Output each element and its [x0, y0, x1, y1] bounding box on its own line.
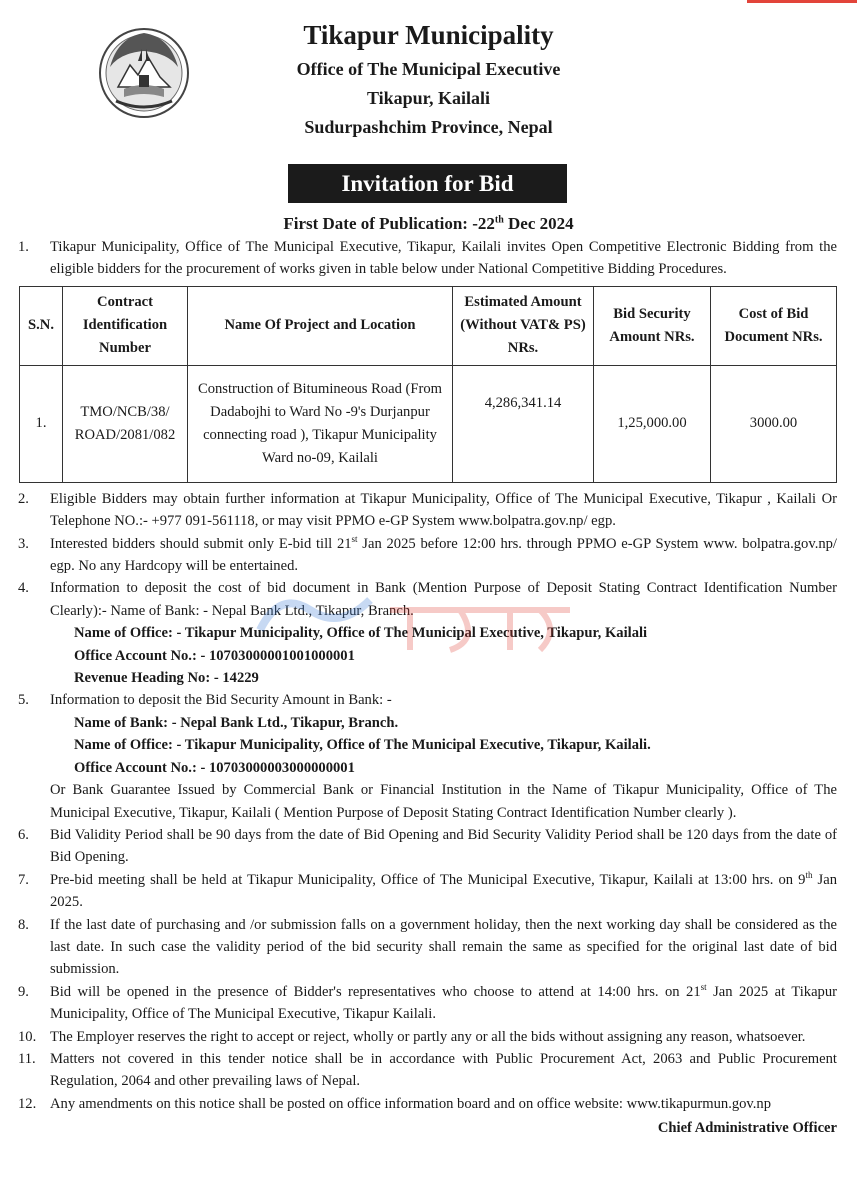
- notice-item-11: [18, 1048, 837, 1093]
- cell-bid-document-cost: 3000.00: [711, 365, 837, 482]
- office-name: Office of The Municipal Executive: [296, 59, 561, 79]
- deposit-office-name: Name of Office: - Tikapur Municipality, Office of The Municipal Executive, Tikapur, Kailali: [74, 625, 648, 642]
- item-number: 5.: [18, 692, 29, 709]
- notice-item-2: [18, 488, 837, 533]
- item-text-a: Interested bidders should submit only E-bid till 21: [50, 535, 352, 552]
- header-contract-id: Contract Identification Number: [63, 286, 188, 365]
- notice-item-7: [18, 869, 837, 914]
- bank-guarantee-text: Or Bank Guarantee Issued by Commercial Bank or Financial Institution in the Name of Tikapur Municipality, Office of The Municipal Executive, Tikapur, Kailali ( Mention Purpose of Deposit Stating Contract Identification Number clearly ).: [50, 782, 837, 821]
- publication-date-rest: Dec 2024: [503, 214, 574, 233]
- header-bid-document-cost: Cost of Bid Document NRs.: [711, 286, 837, 365]
- item-text-a: Pre-bid meeting shall be held at Tikapur Municipality, Office of The Municipal Executive, Tikapur, Kailali at 13:00 hrs. on 9: [50, 871, 806, 888]
- item-text-b: Jan 2025 at Tikapur Municipality, Office of The Municipal Executive, Tikapur Kailali.: [50, 983, 838, 1023]
- security-bank-name: Name of Bank: - Nepal Bank Ltd., Tikapur, Branch.: [74, 714, 399, 731]
- header-block: [200, 16, 657, 142]
- item-sup: st: [351, 533, 358, 544]
- table-header-row: [20, 286, 837, 365]
- notice-item-1: [18, 236, 837, 281]
- item-text: Information to deposit the Bid Security Amount in Bank: -: [50, 692, 392, 709]
- header-sn: S.N.: [20, 286, 63, 365]
- publication-date-suffix: th: [494, 214, 504, 226]
- revenue-heading-number: Revenue Heading No: - 14229: [74, 670, 259, 687]
- item-text: Any amendments on this notice shall be posted on office information board and on office website: www.tikapurmun.gov.np: [50, 1095, 772, 1112]
- signatory-title: Chief Administrative Officer: [657, 1120, 837, 1137]
- item-text: Information to deposit the cost of bid document in Bank (Mention Purpose of Deposit Stating Contract Identification Number Clearly):- Name of Bank: - Nepal Bank Ltd., Tikapur, Branch.: [50, 580, 837, 619]
- item-text: Matters not covered in this tender notice shall be in accordance with Public Procurement Act, 2063 and Public Procurement Regulation, 2064 and other prevailing laws of Nepal.: [50, 1050, 837, 1090]
- notice-title-banner: Invitation for Bid: [288, 164, 567, 203]
- publication-date-label: First Date of Publication: -22: [283, 214, 495, 233]
- notice-item-5: [18, 689, 837, 823]
- item-text: Tikapur Municipality, Office of The Municipal Executive, Tikapur, Kailali invites Open Competitive Electronic Bidding from the eligible bidders for the procurement of works given in table below under National Competitive Bidding Procedures.: [50, 239, 837, 278]
- item-number: 6.: [18, 826, 29, 843]
- cell-bid-security: 1,25,000.00: [594, 365, 711, 482]
- item-text: Eligible Bidders may obtain further information at Tikapur Municipality, Office of The Municipal Executive, Tikapur , Kailali Or Telephone NO.:- +977 091-561118, or may visit PPMO e-GP System www.bolpatra.gov.np/ egp.: [50, 490, 837, 530]
- bid-table: [19, 286, 837, 483]
- item-number: 2.: [18, 490, 29, 507]
- item-text-a: Bid will be opened in the presence of Bidder's representatives who choose to attend at 14:00 hrs. on 21: [50, 983, 701, 1000]
- item-number: 1.: [18, 239, 29, 255]
- notice-item-4: [18, 577, 837, 689]
- item-text-b: Jan 2025.: [50, 871, 837, 911]
- notice-item-3: [18, 533, 837, 578]
- table-row: [20, 365, 837, 482]
- item-number: 11.: [18, 1050, 36, 1067]
- item-sup: th: [805, 869, 813, 880]
- nepal-government-emblem: [98, 27, 190, 119]
- cell-sn: 1.: [20, 365, 63, 482]
- item-number: 10.: [18, 1028, 37, 1045]
- notice-item-10: [18, 1026, 837, 1048]
- cell-project-name: Construction of Bitumineous Road (From Dadabojhi to Ward No -9's Durjanpur connecting road ), Tikapur Municipality Ward no-09, Kailali: [188, 365, 453, 482]
- corner-accent-bar: [747, 0, 857, 3]
- office-location: Tikapur, Kailali: [366, 88, 491, 108]
- notice-body: [18, 236, 837, 1140]
- notice-item-12: [18, 1093, 837, 1115]
- item-number: 9.: [18, 983, 29, 1000]
- item-number: 12.: [18, 1095, 37, 1112]
- deposit-account-number: Office Account No.: - 10703000001001000001: [74, 647, 355, 664]
- cell-contract-id: TMO/NCB/38/ ROAD/2081/082: [63, 365, 188, 482]
- cell-estimated-amount: 4,286,341.14: [453, 365, 594, 482]
- item-number: 8.: [18, 916, 29, 933]
- notice-item-6: [18, 824, 837, 869]
- header-estimated-amount: Estimated Amount (Without VAT& PS) NRs.: [453, 286, 594, 365]
- item-text: The Employer reserves the right to accept or reject, wholly or partly any or all the bids without assigning any reason, whatsoever.: [50, 1028, 806, 1045]
- item-text: If the last date of purchasing and /or submission falls on a government holiday, then the next working day shall be considered as the last date. In such case the validity period of the bid security shall remain the same as specified for the original last date of bid submission.: [50, 916, 837, 978]
- municipality-name: Tikapur Municipality: [303, 20, 554, 50]
- header-bid-security: Bid Security Amount NRs.: [594, 286, 711, 365]
- item-text-b: Jan 2025 before 12:00 hrs. through PPMO e-GP System www. bolpatra.gov.np/ egp. No any Hardcopy will be entertained.: [50, 535, 837, 575]
- item-number: 4.: [18, 580, 29, 597]
- header-project-name: Name Of Project and Location: [188, 286, 453, 365]
- item-number: 3.: [18, 535, 29, 552]
- security-account-number: Office Account No.: - 10703000003000000001: [74, 759, 355, 776]
- notice-item-9: [18, 981, 837, 1026]
- item-sup: st: [700, 981, 707, 992]
- province-name: Sudurpashchim Province, Nepal: [304, 117, 553, 137]
- item-number: 7.: [18, 871, 29, 888]
- item-text: Bid Validity Period shall be 90 days from the date of Bid Opening and Bid Security Validity Period shall be 120 days from the date of Bid Opening.: [50, 826, 837, 866]
- publication-date: [0, 214, 857, 234]
- security-office-name: Name of Office: - Tikapur Municipality, Office of The Municipal Executive, Tikapur, Kailali.: [74, 737, 651, 754]
- notice-item-8: [18, 914, 837, 981]
